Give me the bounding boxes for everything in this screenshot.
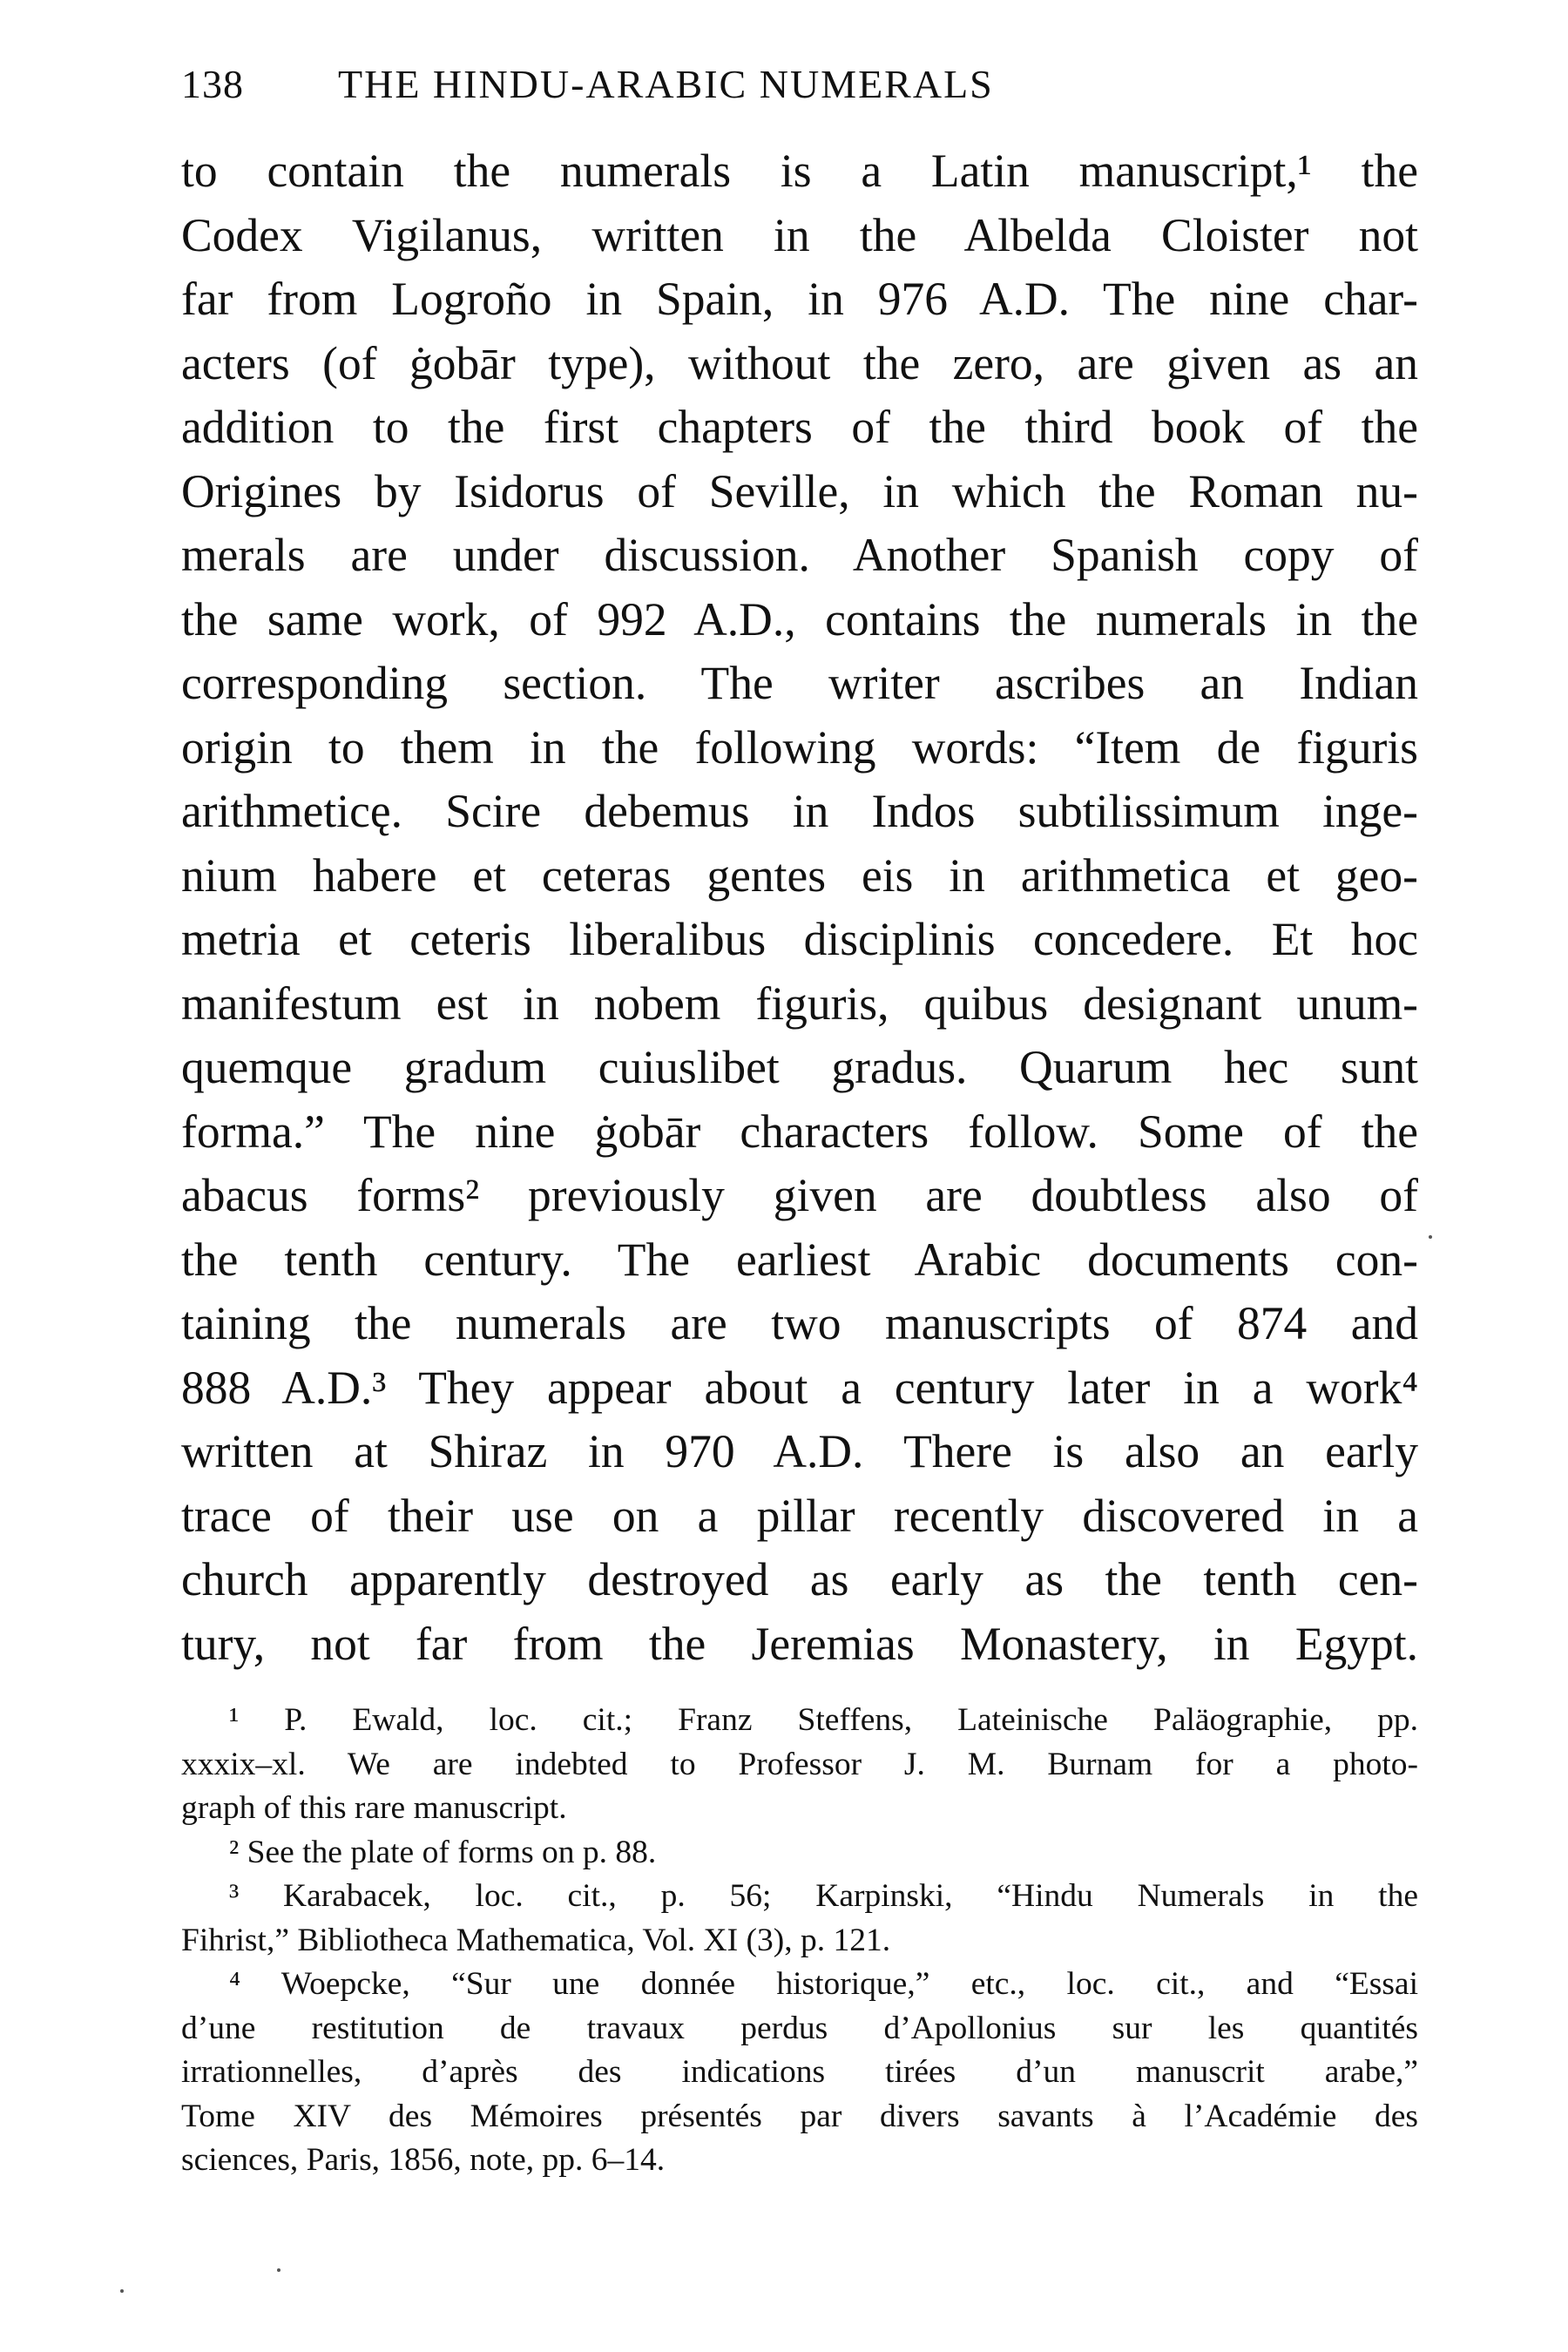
body-line: church apparently destroyed as early as the tenth cen- [181,1553,1418,1605]
body-line: Origines by Isidorus of Seville, in which the Roman nu- [181,464,1418,517]
footnote-line: ³ Karabacek, loc. cit., p. 56; Karpinski, “Hindu Numerals in the [229,1878,1418,1914]
footnote-line: xxxix–xl. We are indebted to Professor J. M. Burnam for a photo- [181,1746,1418,1782]
body-line: to contain the numerals is a Latin manuscript,¹ the [181,145,1418,197]
body-line: origin to them in the following words: “Item de figuris [181,720,1418,774]
body-line: Codex Vigilanus, written in the Albelda Cloister not [181,208,1418,261]
body-line: nium habere et ceteras gentes eis in arithmetica et geo- [181,848,1418,902]
body-line: tury, not far from the Jeremias Monastery, in Egypt. [181,1617,1418,1670]
body-text [181,139,1418,1676]
body-line: abacus forms² previously given are doubtless also of [181,1169,1418,1221]
footnote-line: ² See the plate of forms on p. 88. [229,1834,657,1870]
footnote-line: Fihrist,” Bibliotheca Mathematica, Vol. XI (3), p. 121. [181,1922,891,1958]
body-line: merals are under discussion. Another Spanish copy of [181,529,1418,581]
body-line: addition to the first chapters of the third book of the [181,401,1418,453]
footnote-line: ¹ P. Ewald, loc. cit.; Franz Steffens, Lateinische Paläographie, pp. [229,1702,1418,1738]
body-line: the tenth century. The earliest Arabic documents con- [181,1233,1418,1286]
book-page [181,61,1418,2183]
scan-speck [1429,1235,1432,1239]
running-head [181,61,1418,131]
footnote-line: Tome XIV des Mémoires présentés par divers savants à l’Académie des [181,2098,1418,2134]
body-line: metria et ceteris liberalibus disciplinis concedere. Et hoc [181,913,1418,965]
footnote-line: ⁴ Woepcke, “Sur une donnée historique,” etc., loc. cit., and “Essai [229,1966,1418,2002]
footnote-line: d’une restitution de travaux perdus d’Apollonius sur les quantités [181,2010,1418,2046]
running-title: THE HINDU-ARABIC NUMERALS [338,62,994,106]
body-line: corresponding section. The writer ascribes an Indian [181,657,1418,709]
body-line: arithmeticę. Scire debemus in Indos subtilissimum inge- [181,785,1418,837]
scan-speck [120,2289,124,2293]
page-number: 138 [181,62,244,106]
body-line: written at Shiraz in 970 A.D. There is also an early [181,1425,1418,1477]
body-line: forma.” The nine ġobār characters follow. Some of the [181,1105,1418,1158]
body-line: trace of their use on a pillar recently discovered in a [181,1489,1418,1542]
body-line: far from Logroño in Spain, in 976 A.D. The nine char- [181,273,1418,325]
footnotes [181,1699,1418,2183]
body-line: the same work, of 992 A.D., contains the numerals in the [181,592,1418,645]
body-line: 888 A.D.³ They appear about a century later in a work⁴ [181,1361,1418,1414]
body-line: taining the numerals are two manuscripts of 874 and [181,1297,1418,1349]
footnote-line: graph of this rare manuscript. [181,1790,567,1826]
body-line: quemque gradum cuiuslibet gradus. Quarum hec sunt [181,1041,1418,1093]
footnote-line: sciences, Paris, 1856, note, pp. 6–14. [181,2142,666,2178]
scan-speck [277,2268,280,2272]
body-line: manifestum est in nobem figuris, quibus designant unum- [181,977,1418,1030]
body-line: acters (of ġobār type), without the zero, are given as an [181,336,1418,389]
footnote-line: irrationnelles, d’après des indications tirées d’un manuscrit arabe,” [181,2054,1418,2090]
